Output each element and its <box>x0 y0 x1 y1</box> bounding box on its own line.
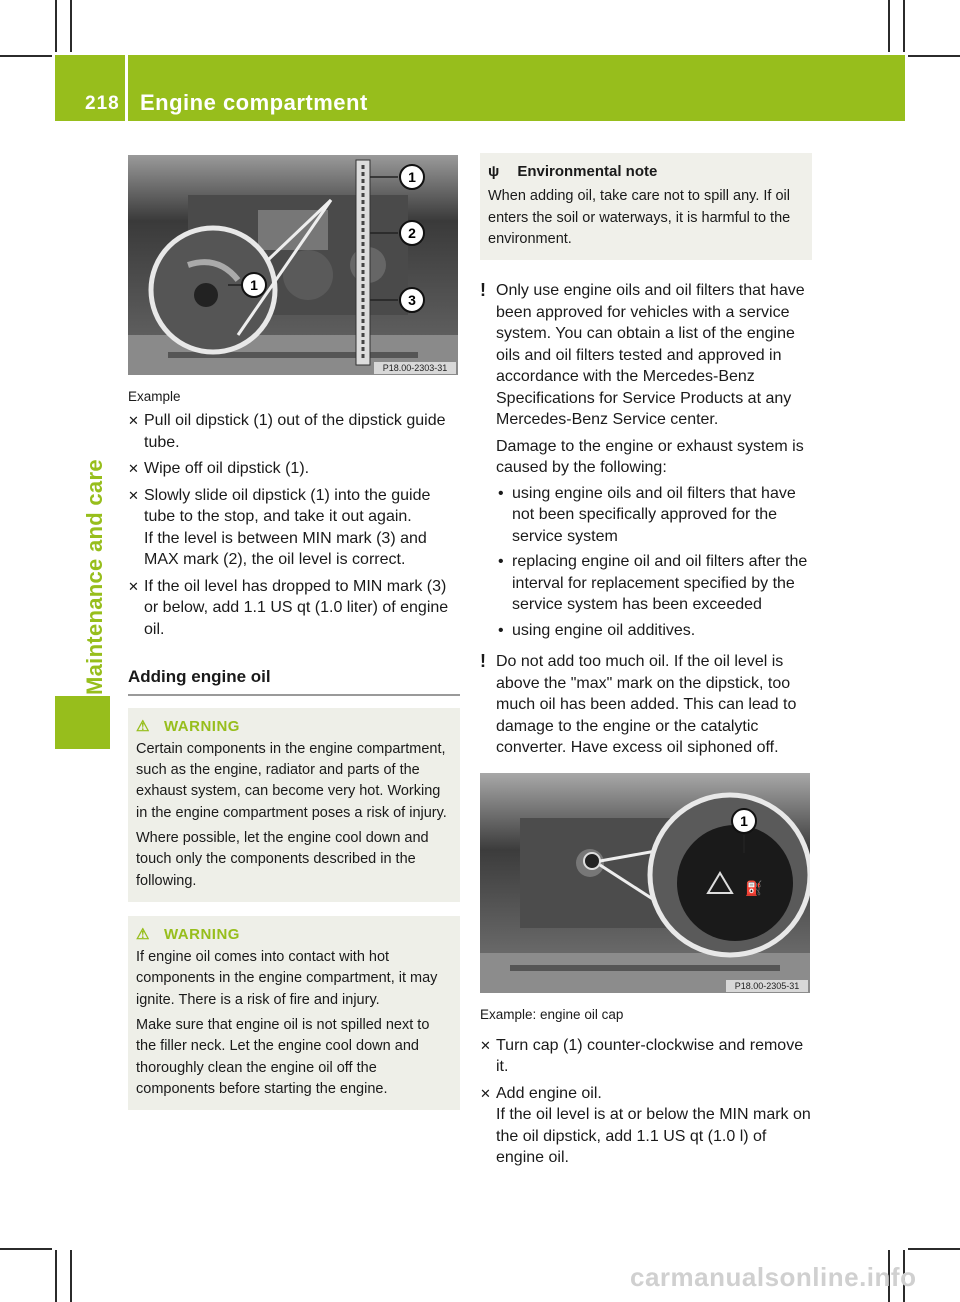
step-arrow-icon: ✕ <box>128 413 139 428</box>
photo-caption: Example: engine oil cap <box>480 1006 624 1022</box>
step-text: If the oil level has dropped to MIN mark (3) or below, add 1.1 US qt (1.0 liter) of engine oil. <box>144 577 449 638</box>
leaf-icon: ψ <box>488 163 500 180</box>
exclamation-icon: ! <box>480 280 486 301</box>
crop-mark <box>888 0 890 52</box>
notice-text: Do not add too much oil. If the oil level is above the "max" mark on the dipstick, too much oil has been added. This can lead to damage to the engine or the catalytic converter. Have excess oil siphoned off. <box>496 653 797 757</box>
step-pull-dipstick <box>128 410 460 453</box>
step-text: Pull oil dipstick (1) out of the dipstick guide tube. <box>144 412 446 451</box>
engine-dipstick-photo <box>128 155 458 375</box>
warning-triangle-icon: ⚠ <box>136 925 150 943</box>
exclamation-icon: ! <box>480 651 486 672</box>
step-result: If the oil level is at or below the MIN mark on the oil dipstick, add 1.1 US qt (1.0 l) of engine oil. <box>496 1106 811 1167</box>
crop-mark <box>903 0 905 52</box>
callout-1-label: 1 <box>740 812 748 829</box>
step-arrow-icon: ✕ <box>128 578 139 594</box>
environmental-note-box <box>480 153 812 260</box>
step-arrow-icon: ✕ <box>480 1085 491 1101</box>
oil-cap-photo <box>480 773 810 993</box>
right-column <box>480 153 812 1169</box>
step-reinsert-dipstick <box>128 485 460 571</box>
step-text: Turn cap (1) counter-clockwise and remove it. <box>496 1036 804 1076</box>
step-result: If the level is between MIN mark (3) and MAX mark (2), the oil level is correct. <box>144 529 427 568</box>
step-text: Add engine oil. <box>496 1084 602 1102</box>
notice-approved-oils <box>480 280 812 641</box>
notice-text: Damage to the engine or exhaust system is caused by the following: <box>496 437 804 477</box>
warning-title: ⚠ WARNING <box>136 924 452 945</box>
subheading-adding-oil: Adding engine oil <box>128 666 460 696</box>
env-title: ψ Environmental note <box>488 161 804 182</box>
engine-illustration <box>128 155 458 375</box>
photo-caption: Example <box>128 389 181 404</box>
callout-3-label: 3 <box>408 292 416 308</box>
step-add-engine-oil <box>480 1083 812 1169</box>
warning-text: Make sure that engine oil is not spilled next to the filler neck. Let the engine cool down and thoroughly clean the engine oil off the components before starting the engine. <box>136 1017 430 1097</box>
warning-text: Where possible, let the engine cool down and touch only the components described in the following. <box>136 829 429 889</box>
step-arrow-icon: ✕ <box>128 487 139 503</box>
step-add-oil <box>128 576 460 641</box>
warning-title: ⚠ WARNING <box>136 716 452 737</box>
list-item: • replacing engine oil and oil filters after the interval for replacement specified by the service system has been exceeded <box>496 551 812 616</box>
step-text: Wipe off oil dipstick (1). <box>144 460 310 477</box>
crop-mark <box>0 55 52 57</box>
callout-2-label: 2 <box>408 225 416 241</box>
section-title: Engine compartment <box>140 90 368 115</box>
damage-causes-list <box>496 483 812 642</box>
photo-code: P18.00-2303-31 <box>382 363 448 373</box>
photo-code: P18.00-2305-31 <box>734 980 800 991</box>
step-text: Slowly slide oil dipstick (1) into the guide tube to the stop, and take it out again. <box>144 486 431 525</box>
crop-mark <box>70 1250 72 1302</box>
callout-1-inset-label: 1 <box>250 277 258 293</box>
notice-text: Only use engine oils and oil filters that have been approved for vehicles with a service system. You can obtain a list of the engine oils and oil filters tested and approved in accordance with the Mercedes-Benz Specifications for Service Products at any Mercedes-Benz Service center. <box>496 282 805 429</box>
crop-mark <box>70 0 72 52</box>
step-remove-cap <box>480 1035 812 1078</box>
warning-box-fire <box>128 916 460 1110</box>
warning-text: Certain components in the engine compartment, such as the engine, radiator and parts of the exhaust system, can become very hot. Working in the engine compartment poses a risk of injury. <box>136 740 447 821</box>
crop-mark <box>0 1248 52 1250</box>
header-divider <box>125 55 128 121</box>
crop-mark <box>908 1248 960 1250</box>
warning-box-hot-components <box>128 708 460 902</box>
side-tab-label: Maintenance and care <box>82 459 107 695</box>
list-item: • using engine oil additives. <box>496 620 812 642</box>
step-arrow-icon: ✕ <box>480 1037 491 1053</box>
oil-can-icon: ⛽ <box>745 879 763 896</box>
list-item: • using engine oils and oil filters that have not been specifically approved for the service system <box>496 483 812 548</box>
warning-text: If engine oil comes into contact with hot components in the engine compartment, it may ignite. There is a risk of fire and injury. <box>136 949 438 1008</box>
crop-mark <box>55 1250 57 1302</box>
callout-1-label: 1 <box>408 169 416 185</box>
crop-mark <box>55 0 57 52</box>
oil-cap-illustration <box>480 773 810 993</box>
step-arrow-icon: ✕ <box>128 461 139 476</box>
notice-overfill <box>480 651 812 759</box>
step-wipe-dipstick <box>128 458 460 480</box>
side-tab-block <box>55 696 110 749</box>
page-number: 218 <box>85 93 120 114</box>
env-text: When adding oil, take care not to spill any. If oil enters the soil or waterways, it is harmful to the environment. <box>488 188 791 247</box>
warning-triangle-icon: ⚠ <box>136 717 150 735</box>
watermark: carmanualsonline.info <box>630 1262 917 1292</box>
crop-mark <box>908 55 960 57</box>
left-column <box>128 155 460 1110</box>
